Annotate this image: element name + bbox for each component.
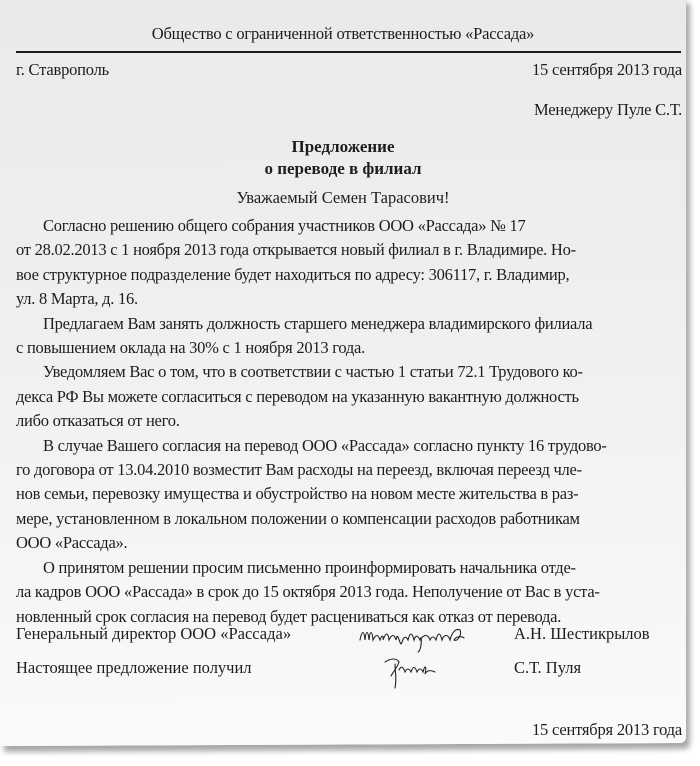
handwritten-signature-recipient xyxy=(381,654,441,694)
body-line: мере, установленном в локальном положении о компенсации расходов работникам xyxy=(16,508,580,528)
body-line: Предлагаем Вам занять должность старшего менеджера владимирского филиала xyxy=(43,313,593,333)
signer-role: Генеральный директор ООО «Рассада» xyxy=(16,624,292,643)
body-line: либо отказаться от него. xyxy=(16,411,180,431)
greeting: Уважаемый Семен Тарасович! xyxy=(236,188,450,207)
body-line: Согласно решению общего собрания участников ООО «Рассада» № 17 xyxy=(43,216,526,235)
header-divider xyxy=(16,51,681,53)
body-line: О принятом решении просим письменно проинформировать начальника отде- xyxy=(43,557,576,577)
body-line: Уведомляем Вас о том, что в соответствии с частью 1 статьи 72.1 Трудового ко- xyxy=(43,362,583,382)
body-line: ООО «Рассада». xyxy=(16,533,128,553)
title-line-1: Предложение xyxy=(291,137,395,156)
body-line: В случае Вашего согласия на перевод ООО «Рассада» согласно пункту 16 трудово- xyxy=(43,435,607,455)
city: г. Ставрополь xyxy=(16,60,109,79)
body-line: нов семьи, перевозку имущества и обустройство на новом месте жительства в раз- xyxy=(16,484,579,504)
document-date: 15 сентября 2013 года xyxy=(531,60,682,79)
signature-row-director xyxy=(16,624,686,652)
title-line-2: о переводе в филиал xyxy=(264,159,422,178)
document-title xyxy=(0,136,686,180)
body-line: ла кадров ООО «Рассада» в срок до 15 октября 2013 года. Неполучение от Вас в уста- xyxy=(16,582,600,602)
body-line: с повышением оклада на 30% с 1 ноября 2013 года. xyxy=(16,338,365,358)
body-line: го договора от 13.04.2010 возместит Вам расходы на переезд, включая переезд чле- xyxy=(16,460,582,480)
signer-name: А.Н. Шестикрылов xyxy=(514,624,650,643)
signer-name: С.Т. Пуля xyxy=(514,658,582,677)
body-line: вое структурное подразделение будет находиться по адресу: 306117, г. Владимир, xyxy=(16,264,570,284)
organization-name: Общество с ограниченной ответственностью «Рассада» xyxy=(151,24,535,43)
letter-body xyxy=(16,214,681,629)
body-line: от 28.02.2013 с 1 ноября 2013 года открывается новый филиал в г. Владимире. Но- xyxy=(16,240,576,260)
signature-row-recipient xyxy=(16,658,686,686)
body-line: ул. 8 Марта, д. 16. xyxy=(16,289,138,309)
footer-date: 15 сентября 2013 года xyxy=(531,720,682,739)
signer-role: Настоящее предложение получил xyxy=(16,658,252,677)
body-line: новленный срок согласия на перевод будет расцениваться как отказ от перевода. xyxy=(16,606,562,626)
handwritten-signature-director xyxy=(356,620,486,654)
addressee: Менеджеру Пуле С.Т. xyxy=(533,100,682,119)
body-line: декса РФ Вы можете согласиться с переводом на указанную вакантную должность xyxy=(16,386,579,406)
